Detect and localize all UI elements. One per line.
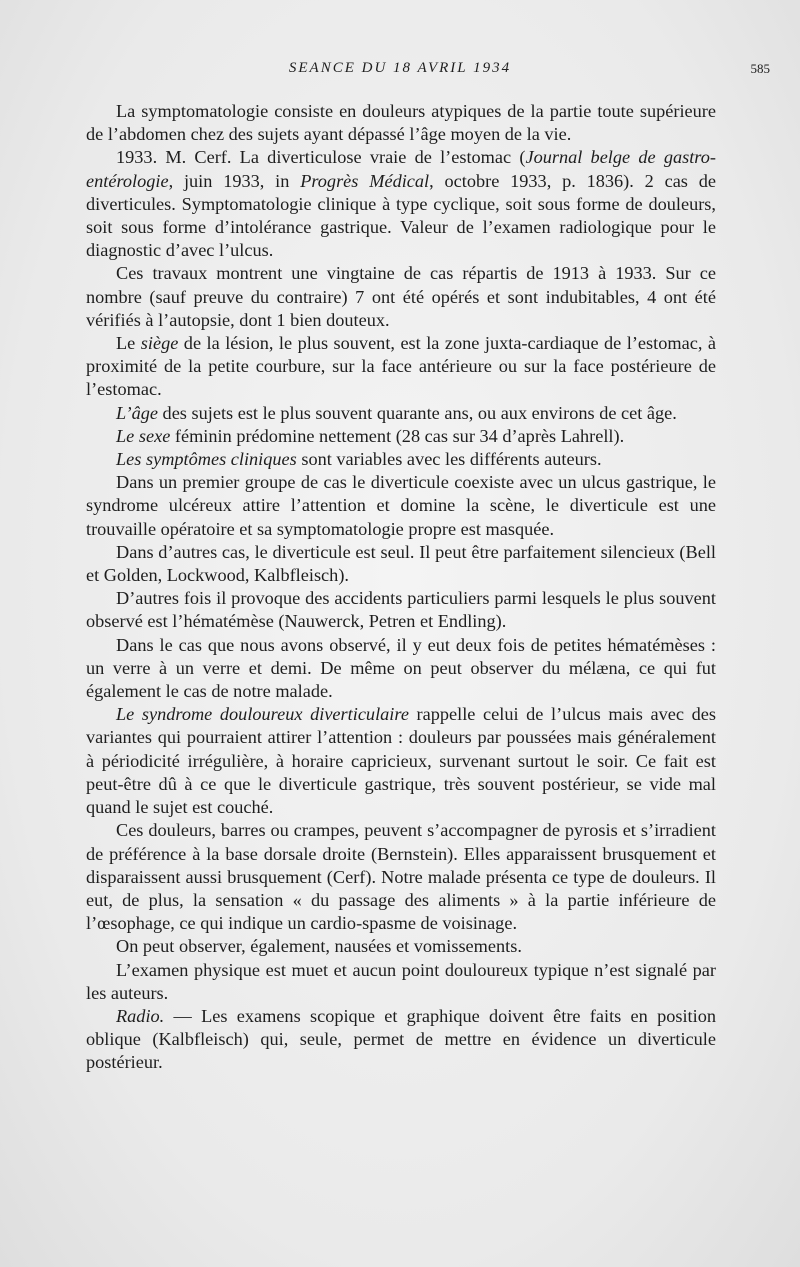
italic-text: Les symptômes cliniques [116, 449, 297, 470]
paragraph [86, 819, 716, 935]
paragraph [86, 262, 716, 332]
text-run: sont variables avec les différents auteurs. [296, 449, 602, 470]
text-run: L’examen physique est muet et aucun point douloureux typique n’est signalé par les auteurs. [86, 959, 716, 1003]
italic-text: Journal belge de gastro-entérologie [86, 147, 716, 191]
italic-text: Le sexe [116, 425, 171, 446]
text-run: D’autres fois il provoque des accidents particuliers parmi lesquels le plus souvent observé est l’hématémèse (Nauwerck, Petren et Endling). [86, 588, 716, 632]
text-run: Le [116, 333, 141, 354]
page-header [0, 60, 800, 86]
text-run: féminin prédomine nettement (28 cas sur 34 d’après Lahrell). [170, 425, 625, 446]
paragraph [86, 448, 716, 471]
paragraph [86, 541, 716, 587]
text-run: rappelle celui de l’ulcus mais avec des variantes qui pourraient attirer l’attention : douleurs par poussées mais généralement à périodicité irrégulière, à horaire capricieux, survenant surtout le soir. Ce fait est peut-être dû à ce que le diverticule gastrique, très souvent postérieur, se vide mal quand le sujet est couché. [86, 704, 717, 818]
paragraph [86, 471, 716, 541]
text-run: , juin 1933, in [168, 170, 301, 191]
text-run: On peut observer, également, nausées et vomissements. [116, 936, 522, 957]
text-run: 1933. M. Cerf. La diverticulose vraie de l’estomac ( [116, 147, 526, 168]
paragraph [86, 402, 716, 425]
paragraph [86, 587, 716, 633]
paragraph [86, 634, 716, 704]
text-run: de la lésion, le plus souvent, est la zone juxta-cardiaque de l’estomac, à proximité de la petite courbure, sur la face antérieure ou sur la face postérieure de l’estomac. [86, 333, 716, 400]
paragraph [86, 100, 716, 146]
paragraph [86, 959, 716, 1005]
text-run: des sujets est le plus souvent quarante ans, ou aux environs de cet âge. [157, 402, 677, 423]
text-run: Dans le cas que nous avons observé, il y eut deux fois de petites hématémèses : un verre à un verre et demi. De même on peut observer du mélæna, ce qui fut également le cas de notre malade. [86, 634, 716, 702]
text-run: — Les examens scopique et graphique doivent être faits en position oblique (Kalbfleisch) qui, seule, permet de mettre en évidence un diverticule postérieur. [86, 1005, 716, 1073]
text-run: Dans un premier groupe de cas le diverticule coexiste avec un ulcus gastrique, le syndrome ulcéreux attire l’attention et domine la scène, le diverticule est une trouvaille opératoire et sa symptomatologie propre est masquée. [86, 472, 716, 539]
italic-text: L’âge [116, 402, 158, 423]
italic-text: Le syndrome douloureux diverticulaire [116, 704, 409, 725]
text-run: Ces travaux montrent une vingtaine de cas répartis de 1913 à 1933. Sur ce nombre (sauf preuve du contraire) 7 ont été opérés et sont indubitables, 4 ont été vérifiés à l’autopsie, dont 1 bien douteux. [86, 263, 716, 330]
text-run: La symptomatologie consiste en douleurs atypiques de la partie toute supérieure de l’abdomen chez des sujets ayant dépassé l’âge moyen de la vie. [86, 101, 716, 145]
italic-text: Radio. [116, 1005, 165, 1026]
paragraph [86, 146, 716, 262]
body-text [86, 100, 716, 1075]
paragraph [86, 703, 716, 819]
italic-text: Progrès Médical [300, 170, 430, 191]
italic-text: siège [140, 333, 179, 354]
text-run: Dans d’autres cas, le diverticule est seul. Il peut être parfaitement silencieux (Bell et Golden, Lockwood, Kalbfleisch). [86, 541, 716, 586]
paragraph [86, 425, 716, 448]
paragraph [86, 332, 716, 402]
text-run: Ces douleurs, barres ou crampes, peuvent s’accompagner de pyrosis et s’irradient de préférence à la base dorsale droite (Bernstein). Elles apparaissent brusquement et disparaissent aussi brusquement (Cerf). Notre malade présenta ce type de douleurs. Il eut, de plus, la sensation « du passage des aliments » à la partie inférieure de l’œsophage, ce qui indique un cardio-spasme de voisinage. [86, 820, 716, 934]
page-number: 585 [750, 61, 770, 76]
text-run: , octobre 1933, p. 1836). 2 cas de diverticules. Symptomatologie clinique à type cyclique, soit sous forme de douleurs, soit sous forme d’intolérance gastrique. Valeur de l’examen radiologique pour le diagnostic d’avec l’ulcus. [86, 170, 716, 261]
paragraph [86, 935, 716, 958]
paragraph [86, 1005, 716, 1075]
running-title: SEANCE DU 18 AVRIL 1934 [288, 60, 512, 76]
